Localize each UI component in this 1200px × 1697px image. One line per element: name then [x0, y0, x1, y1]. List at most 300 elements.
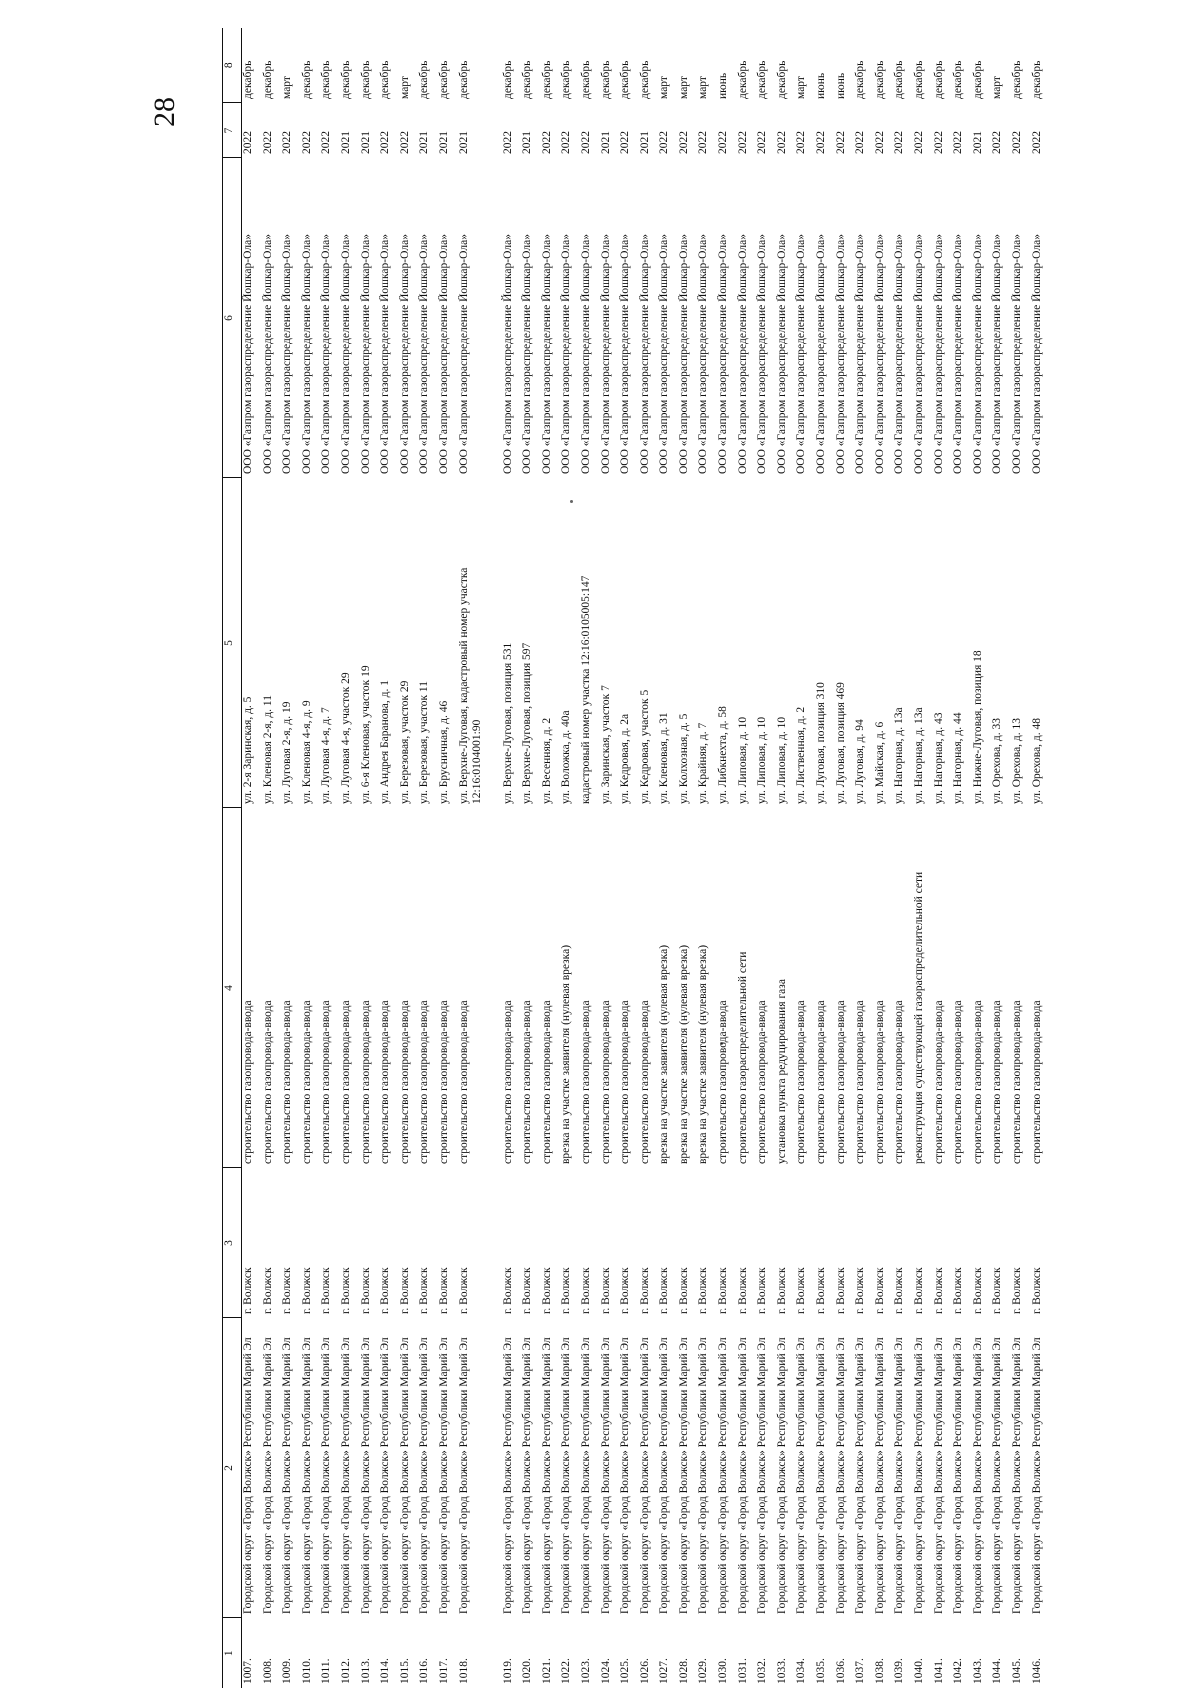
organization-cell: ООО «Газпром газораспределение Йошкар-Ола»	[677, 234, 690, 474]
year-cell: 2022	[540, 131, 553, 154]
city-cell: г. Волжск	[736, 1267, 749, 1314]
month-cell: декабрь	[873, 60, 886, 99]
address-cell: ул. Кленовая, д. 31	[658, 712, 671, 804]
row-number: 1038.	[873, 1658, 886, 1684]
year-cell: 2022	[834, 131, 847, 154]
row-number: 1027.	[658, 1658, 671, 1684]
month-cell: декабрь	[736, 60, 749, 99]
month-cell: декабрь	[339, 60, 352, 99]
work-type-cell: строительство газопровода-ввода	[540, 1000, 553, 1164]
city-cell: г. Волжск	[932, 1267, 945, 1314]
city-cell: г. Волжск	[795, 1267, 808, 1314]
address-cell: ул. Кедровая, д. 2а	[619, 713, 632, 804]
city-cell: г. Волжск	[281, 1267, 294, 1314]
organization-cell: ООО «Газпром газораспределение Йошкар-Ола»	[339, 234, 352, 474]
table-row	[399, 28, 419, 1688]
month-cell: декабрь	[932, 60, 945, 99]
district-cell: Городской округ «Город Волжск» Республики Марий Эл	[457, 1337, 470, 1614]
row-number: 1015.	[398, 1658, 411, 1684]
month-cell: декабрь	[320, 60, 333, 99]
month-cell: декабрь	[437, 60, 450, 99]
district-cell: Городской округ «Город Волжск» Республики Марий Эл	[658, 1337, 671, 1614]
city-cell: г. Волжск	[339, 1267, 352, 1314]
organization-cell: ООО «Газпром газораспределение Йошкар-Ола»	[717, 234, 730, 474]
city-cell: г. Волжск	[560, 1267, 573, 1314]
organization-cell: ООО «Газпром газораспределение Йошкар-Ола»	[320, 234, 333, 474]
year-cell: 2022	[1030, 131, 1043, 154]
row-number: 1013.	[359, 1658, 372, 1684]
address-cell: ул. Кедровая, участок 5	[638, 689, 651, 804]
work-type-cell: строительство газопровода-ввода	[418, 1000, 431, 1164]
organization-cell: ООО «Газпром газораспределение Йошкар-Ола»	[457, 234, 470, 474]
row-number: 1042.	[952, 1658, 965, 1684]
month-cell: декабрь	[854, 60, 867, 99]
work-type-cell: строительство газопровода-ввода	[501, 1000, 514, 1164]
organization-cell: ООО «Газпром газораспределение Йошкар-Ола»	[242, 234, 254, 474]
month-cell: март	[991, 76, 1004, 99]
district-cell: Городской округ «Город Волжск» Республики Марий Эл	[775, 1337, 788, 1614]
month-cell: декабрь	[540, 60, 553, 99]
organization-cell: ООО «Газпром газораспределение Йошкар-Ола»	[795, 234, 808, 474]
table-row	[281, 28, 301, 1688]
table-row	[600, 28, 620, 1688]
work-type-cell: строительство газопровода-ввода	[398, 1000, 411, 1164]
work-type-cell: врезка на участке заявителя (нулевая врезка)	[697, 944, 710, 1164]
address-cell: ул. Луговая, позиция 310	[815, 682, 828, 804]
address-cell: ул. Весенняя, д. 2	[540, 717, 553, 804]
year-cell: 2021	[971, 131, 984, 154]
city-cell: г. Волжск	[913, 1267, 925, 1314]
address-cell: ул. Березовая, участок 11	[418, 681, 431, 804]
city-cell: г. Волжск	[540, 1267, 553, 1314]
year-cell: 2022	[952, 131, 965, 154]
table-row	[619, 28, 639, 1688]
column-header: 1	[223, 1618, 242, 1688]
table-row	[737, 28, 757, 1688]
row-number: 1033.	[775, 1658, 788, 1684]
organization-cell: ООО «Газпром газораспределение Йошкар-Ола»	[1030, 234, 1043, 474]
district-cell: Городской округ «Город Волжск» Республики Марий Эл	[697, 1337, 710, 1614]
organization-cell: ООО «Газпром газораспределение Йошкар-Ола»	[501, 234, 514, 474]
district-cell: Городской округ «Город Волжск» Республики Марий Эл	[971, 1337, 984, 1614]
header-row	[223, 28, 242, 1688]
work-type-cell: строительство газопровода-ввода	[619, 1000, 632, 1164]
row-number: 1045.	[1010, 1658, 1023, 1684]
city-cell: г. Волжск	[599, 1267, 612, 1314]
city-cell: г. Волжск	[991, 1267, 1004, 1314]
table-row	[933, 28, 953, 1688]
row-number: 1009.	[281, 1658, 294, 1684]
district-cell: Городской округ «Город Волжск» Республики Марий Эл	[893, 1337, 906, 1614]
organization-cell: ООО «Газпром газораспределение Йошкар-Ола»	[579, 234, 592, 474]
organization-cell: ООО «Газпром газораспределение Йошкар-Ола»	[560, 234, 573, 474]
organization-cell: ООО «Газпром газораспределение Йошкар-Ола»	[281, 234, 294, 474]
city-cell: г. Волжск	[697, 1267, 710, 1314]
organization-cell: ООО «Газпром газораспределение Йошкар-Ола»	[815, 234, 828, 474]
year-cell: 2022	[379, 131, 392, 154]
address-cell: кадастровый номер участка 12:16:0105005:147	[579, 575, 592, 804]
address-cell: ул. Андрея Баранова, д. 1	[379, 679, 392, 804]
district-cell: Городской округ «Город Волжск» Республики Марий Эл	[619, 1337, 632, 1614]
year-cell: 2022	[932, 131, 945, 154]
city-cell: г. Волжск	[677, 1267, 690, 1314]
address-cell: ул. Луговая, д. 94	[854, 719, 867, 804]
year-cell: 2022	[501, 131, 514, 154]
row-number: 1012.	[339, 1658, 352, 1684]
work-type-cell: строительство газопровода-ввода	[599, 1000, 612, 1164]
table-row	[580, 28, 600, 1688]
year-cell: 2022	[697, 131, 710, 154]
year-cell: 2021	[359, 131, 372, 154]
year-cell: 2022	[658, 131, 671, 154]
address-cell: ул. Кленовая 2-я, д. 11	[261, 695, 274, 804]
year-cell: 2021	[599, 131, 612, 154]
district-cell: Городской округ «Город Волжск» Республики Марий Эл	[873, 1337, 886, 1614]
row-number: 1024.	[599, 1658, 612, 1684]
table-row	[262, 28, 282, 1688]
work-type-cell: строительство газопровода-ввода	[834, 1000, 847, 1164]
row-number: 1007.	[242, 1658, 254, 1684]
year-cell: 2021	[457, 131, 470, 154]
work-type-cell: строительство газопровода-ввода	[932, 1000, 945, 1164]
address-cell: ул. Воложка, д. 40а	[560, 710, 573, 804]
table-row	[301, 28, 321, 1688]
organization-cell: ООО «Газпром газораспределение Йошкар-Ола»	[893, 234, 906, 474]
district-cell: Городской округ «Город Волжск» Республики Марий Эл	[1030, 1337, 1043, 1614]
work-type-cell: строительство газопровода-ввода	[717, 1000, 730, 1164]
address-cell: ул. Верхне-Луговая, позиция 597	[521, 642, 534, 804]
address-cell: ул. Липовая, д. 10	[736, 716, 749, 804]
year-cell: 2022	[281, 131, 294, 154]
address-cell: ул. Липовая, д. 10	[756, 716, 769, 804]
year-cell: 2022	[1010, 131, 1023, 154]
work-type-cell: врезка на участке заявителя (нулевая врезка)	[677, 944, 690, 1164]
table-row	[521, 28, 541, 1688]
address-cell: ул. 2-я Заринская, д. 5	[242, 696, 254, 804]
address-cell: ул. Нагорная, д. 44	[952, 712, 965, 804]
city-cell: г. Волжск	[359, 1267, 372, 1314]
work-type-cell: врезка на участке заявителя (нулевая врезка)	[658, 944, 671, 1164]
city-cell: г. Волжск	[893, 1267, 906, 1314]
city-cell: г. Волжск	[658, 1267, 671, 1314]
year-cell: 2022	[717, 131, 730, 154]
work-type-cell: строительство газопровода-ввода	[320, 1000, 333, 1164]
work-type-cell: строительство газопровода-ввода	[873, 1000, 886, 1164]
city-cell: г. Волжск	[320, 1267, 333, 1314]
month-cell: декабрь	[775, 60, 788, 99]
organization-cell: ООО «Газпром газораспределение Йошкар-Ола»	[971, 234, 984, 474]
row-number: 1039.	[893, 1658, 906, 1684]
column-header: 2	[223, 1318, 242, 1618]
organization-cell: ООО «Газпром газораспределение Йошкар-Ола»	[359, 234, 372, 474]
district-cell: Городской округ «Город Волжск» Республики Марий Эл	[815, 1337, 828, 1614]
organization-cell: ООО «Газпром газораспределение Йошкар-Ола»	[658, 234, 671, 474]
address-cell: ул. 6-я Кленовая, участок 19	[359, 665, 372, 804]
month-cell: март	[677, 76, 690, 99]
table-row	[756, 28, 776, 1688]
city-cell: г. Волжск	[1010, 1267, 1023, 1314]
organization-cell: ООО «Газпром газораспределение Йошкар-Ола»	[952, 234, 965, 474]
work-type-cell: строительство газораспределительной сети	[736, 951, 749, 1164]
address-cell: ул. Луговая 2-я, д. 19	[281, 701, 294, 804]
month-cell: декабрь	[418, 60, 431, 99]
city-cell: г. Волжск	[638, 1267, 651, 1314]
row-number: 1031.	[736, 1658, 749, 1684]
row-number: 1046.	[1030, 1658, 1043, 1684]
work-type-cell: строительство газопровода-ввода	[359, 1000, 372, 1164]
city-cell: г. Волжск	[717, 1267, 730, 1314]
organization-cell: ООО «Газпром газораспределение Йошкар-Ола»	[599, 234, 612, 474]
year-cell: 2022	[560, 131, 573, 154]
month-cell: март	[795, 76, 808, 99]
month-cell: июнь	[834, 72, 847, 99]
table-row	[678, 28, 698, 1688]
organization-cell: ООО «Газпром газораспределение Йошкар-Ола»	[1010, 234, 1023, 474]
table-row	[418, 28, 438, 1688]
city-cell: г. Волжск	[418, 1267, 431, 1314]
year-cell: 2021	[638, 131, 651, 154]
table-row	[1011, 28, 1031, 1688]
month-cell: декабрь	[457, 60, 470, 99]
row-number: 1016.	[418, 1658, 431, 1684]
table-row	[874, 28, 894, 1688]
table-header	[223, 28, 242, 1688]
year-cell: 2022	[893, 131, 906, 154]
year-cell: 2021	[437, 131, 450, 154]
address-cell: ул. Луговая 4-я, участок 29	[339, 672, 352, 804]
work-type-cell: строительство газопровода-ввода	[795, 1000, 808, 1164]
row-number: 1043.	[971, 1658, 984, 1684]
table-body	[242, 28, 1051, 1688]
month-cell: декабрь	[893, 60, 906, 99]
table-row	[242, 28, 262, 1688]
organization-cell: ООО «Газпром газораспределение Йошкар-Ола»	[834, 234, 847, 474]
table-row	[991, 28, 1011, 1688]
address-cell: ул. Лиственная, д. 2	[795, 706, 808, 804]
city-cell: г. Волжск	[1030, 1267, 1043, 1314]
month-cell: июнь	[717, 72, 730, 99]
district-cell: Городской округ «Город Волжск» Республики Марий Эл	[834, 1337, 847, 1614]
table-row	[972, 28, 992, 1688]
district-cell: Городской округ «Город Волжск» Республики Марий Эл	[599, 1337, 612, 1614]
organization-cell: ООО «Газпром газораспределение Йошкар-Ола»	[437, 234, 450, 474]
table-row	[379, 28, 399, 1688]
district-cell: Городской округ «Город Волжск» Республики Марий Эл	[339, 1337, 352, 1614]
organization-cell: ООО «Газпром газораспределение Йошкар-Ола»	[398, 234, 411, 474]
work-type-cell: установка пункта редуцирования газа	[775, 979, 788, 1164]
city-cell: г. Волжск	[873, 1267, 886, 1314]
district-cell: Городской округ «Город Волжск» Республики Марий Эл	[521, 1337, 534, 1614]
city-cell: г. Волжск	[379, 1267, 392, 1314]
table-row	[893, 28, 913, 1688]
year-cell: 2022	[579, 131, 592, 154]
gas-works-table	[222, 28, 1050, 1688]
row-number: 1008.	[261, 1658, 274, 1684]
organization-cell: ООО «Газпром газораспределение Йошкар-Ола»	[756, 234, 769, 474]
year-cell: 2022	[756, 131, 769, 154]
address-cell: ул. Липовая, д. 10	[775, 716, 788, 804]
month-cell: декабрь	[261, 60, 274, 99]
district-cell: Городской округ «Город Волжск» Республики Марий Эл	[638, 1337, 651, 1614]
year-cell: 2021	[339, 131, 352, 154]
row-number: 1019.	[501, 1658, 514, 1684]
address-cell: ул. Кленовая 4-я, д. 9	[300, 700, 313, 804]
address-cell: ул. Верхне-Луговая, позиция 531	[501, 642, 514, 804]
row-number: 1025.	[619, 1658, 632, 1684]
work-type-cell: строительство газопровода-ввода	[281, 1000, 294, 1164]
work-type-cell: строительство газопровода-ввода	[893, 1000, 906, 1164]
month-cell: декабрь	[756, 60, 769, 99]
row-number: 1035.	[815, 1658, 828, 1684]
work-type-cell: строительство газопровода-ввода	[1010, 1000, 1023, 1164]
row-number: 1040.	[913, 1658, 925, 1684]
column-header: 8	[223, 28, 242, 103]
month-cell: декабрь	[579, 60, 592, 99]
table-row	[560, 28, 580, 1688]
district-cell: Городской округ «Город Волжск» Республики Марий Эл	[300, 1337, 313, 1614]
column-header: 7	[223, 103, 242, 158]
year-cell: 2022	[815, 131, 828, 154]
address-cell: ул. Нагорная, д. 13а	[893, 707, 906, 804]
address-cell: ул. Луговая 4-я, д. 7	[320, 707, 333, 804]
year-cell: 2022	[854, 131, 867, 154]
work-type-cell: строительство газопровода-ввода	[437, 1000, 450, 1164]
row-number: 1011.	[320, 1658, 333, 1684]
address-cell: ул. Колхозная, д. 5	[677, 713, 690, 804]
work-type-cell: реконструкция существующей газораспределительной сети	[913, 871, 925, 1164]
organization-cell: ООО «Газпром газораспределение Йошкар-Ола»	[854, 234, 867, 474]
rotated-table-container	[222, 28, 1200, 1688]
city-cell: г. Волжск	[971, 1267, 984, 1314]
address-cell: ул. Заринская, участок 7	[599, 685, 612, 804]
year-cell: 2022	[991, 131, 1004, 154]
work-type-cell: строительство газопровода-ввода	[952, 1000, 965, 1164]
work-type-cell: строительство газопровода-ввода	[638, 1000, 651, 1164]
month-cell: март	[658, 76, 671, 99]
district-cell: Городской округ «Город Волжск» Республики Марий Эл	[736, 1337, 749, 1614]
district-cell: Городской округ «Город Волжск» Республики Марий Эл	[913, 1337, 925, 1614]
district-cell: Городской округ «Город Волжск» Республики Марий Эл	[854, 1337, 867, 1614]
month-cell: декабрь	[242, 60, 254, 99]
month-cell: декабрь	[379, 60, 392, 99]
district-cell: Городской округ «Город Волжск» Республики Марий Эл	[932, 1337, 945, 1614]
table-row	[795, 28, 815, 1688]
organization-cell: ООО «Газпром газораспределение Йошкар-Ола»	[873, 234, 886, 474]
row-number: 1041.	[932, 1658, 945, 1684]
address-cell: ул. Нагорная, д. 43	[932, 712, 945, 804]
address-cell: ул. Либкнехта, д. 58	[717, 706, 730, 804]
month-cell: декабрь	[1010, 60, 1023, 99]
organization-cell: ООО «Газпром газораспределение Йошкар-Ола»	[418, 234, 431, 474]
row-number: 1018.	[457, 1658, 470, 1684]
district-cell: Городской округ «Город Волжск» Республики Марий Эл	[717, 1337, 730, 1614]
district-cell: Городской округ «Город Волжск» Республики Марий Эл	[320, 1337, 333, 1614]
table-row	[320, 28, 340, 1688]
year-cell: 2022	[795, 131, 808, 154]
district-cell: Городской округ «Город Волжск» Республики Марий Эл	[756, 1337, 769, 1614]
year-cell: 2022	[242, 131, 254, 154]
year-cell: 2022	[736, 131, 749, 154]
row-number: 1030.	[717, 1658, 730, 1684]
year-cell: 2022	[300, 131, 313, 154]
district-cell: Городской округ «Город Волжск» Республики Марий Эл	[579, 1337, 592, 1614]
city-cell: г. Волжск	[834, 1267, 847, 1314]
table-row	[697, 28, 717, 1688]
month-cell: март	[281, 76, 294, 99]
district-cell: Городской округ «Город Волжск» Республики Марий Эл	[437, 1337, 450, 1614]
month-cell: декабрь	[501, 60, 514, 99]
year-cell: 2022	[873, 131, 886, 154]
address-cell: ул. Майская, д. 6	[873, 721, 886, 804]
organization-cell: ООО «Газпром газораспределение Йошкар-Ола»	[913, 234, 925, 474]
city-cell: г. Волжск	[619, 1267, 632, 1314]
table-row	[458, 28, 490, 1688]
row-number: 1032.	[756, 1658, 769, 1684]
row-number: 1026.	[638, 1658, 651, 1684]
work-type-cell: строительство газопровода-ввода	[756, 1000, 769, 1164]
month-cell: декабрь	[521, 60, 534, 99]
month-cell: декабрь	[599, 60, 612, 99]
year-cell: 2022	[320, 131, 333, 154]
district-cell: Городской округ «Город Волжск» Республики Марий Эл	[795, 1337, 808, 1614]
district-cell: Городской округ «Город Волжск» Республики Марий Эл	[398, 1337, 411, 1614]
month-cell: декабрь	[1030, 60, 1043, 99]
table-row	[340, 28, 360, 1688]
year-cell: 2022	[261, 131, 274, 154]
city-cell: г. Волжск	[457, 1267, 470, 1314]
organization-cell: ООО «Газпром газораспределение Йошкар-Ола»	[261, 234, 274, 474]
work-type-cell: строительство газопровода-ввода	[379, 1000, 392, 1164]
district-cell: Городской округ «Город Волжск» Республики Марий Эл	[560, 1337, 573, 1614]
district-cell: Городской округ «Город Волжск» Республики Марий Эл	[281, 1337, 294, 1614]
organization-cell: ООО «Газпром газораспределение Йошкар-Ола»	[991, 234, 1004, 474]
district-cell: Городской округ «Город Волжск» Республики Марий Эл	[261, 1337, 274, 1614]
work-type-cell: строительство газопровода-ввода	[521, 1000, 534, 1164]
row-number: 1044.	[991, 1658, 1004, 1684]
district-cell: Городской округ «Город Волжск» Республики Марий Эл	[540, 1337, 553, 1614]
row-number: 1014.	[379, 1658, 392, 1684]
table-row	[438, 28, 458, 1688]
organization-cell: ООО «Газпром газораспределение Йошкар-Ола»	[736, 234, 749, 474]
month-cell: декабрь	[560, 60, 573, 99]
organization-cell: ООО «Газпром газораспределение Йошкар-Ола»	[932, 234, 945, 474]
city-cell: г. Волжск	[398, 1267, 411, 1314]
organization-cell: ООО «Газпром газораспределение Йошкар-Ола»	[300, 234, 313, 474]
table-row	[854, 28, 874, 1688]
column-header: 3	[223, 1168, 242, 1318]
year-cell: 2022	[619, 131, 632, 154]
column-header: 4	[223, 808, 242, 1168]
city-cell: г. Волжск	[501, 1267, 514, 1314]
district-cell: Городской округ «Город Волжск» Республики Марий Эл	[242, 1337, 254, 1614]
work-type-cell: строительство газопровода-ввода	[579, 1000, 592, 1164]
table-row	[490, 28, 522, 1688]
column-header: 6	[223, 158, 242, 478]
table-row	[913, 28, 933, 1688]
work-type-cell: строительство газопровода-ввода	[300, 1000, 313, 1164]
table-row	[1031, 28, 1051, 1688]
address-cell: ул. Орехова, д. 48	[1030, 717, 1043, 804]
city-cell: г. Волжск	[756, 1267, 769, 1314]
city-cell: г. Волжск	[775, 1267, 788, 1314]
work-type-cell: строительство газопровода-ввода	[457, 1000, 470, 1164]
table-row	[658, 28, 678, 1688]
district-cell: Городской округ «Город Волжск» Республики Марий Эл	[418, 1337, 431, 1614]
organization-cell: ООО «Газпром газораспределение Йошкар-Ола»	[619, 234, 632, 474]
row-number: 1020.	[521, 1658, 534, 1684]
organization-cell: ООО «Газпром газораспределение Йошкар-Ола»	[775, 234, 788, 474]
city-cell: г. Волжск	[579, 1267, 592, 1314]
